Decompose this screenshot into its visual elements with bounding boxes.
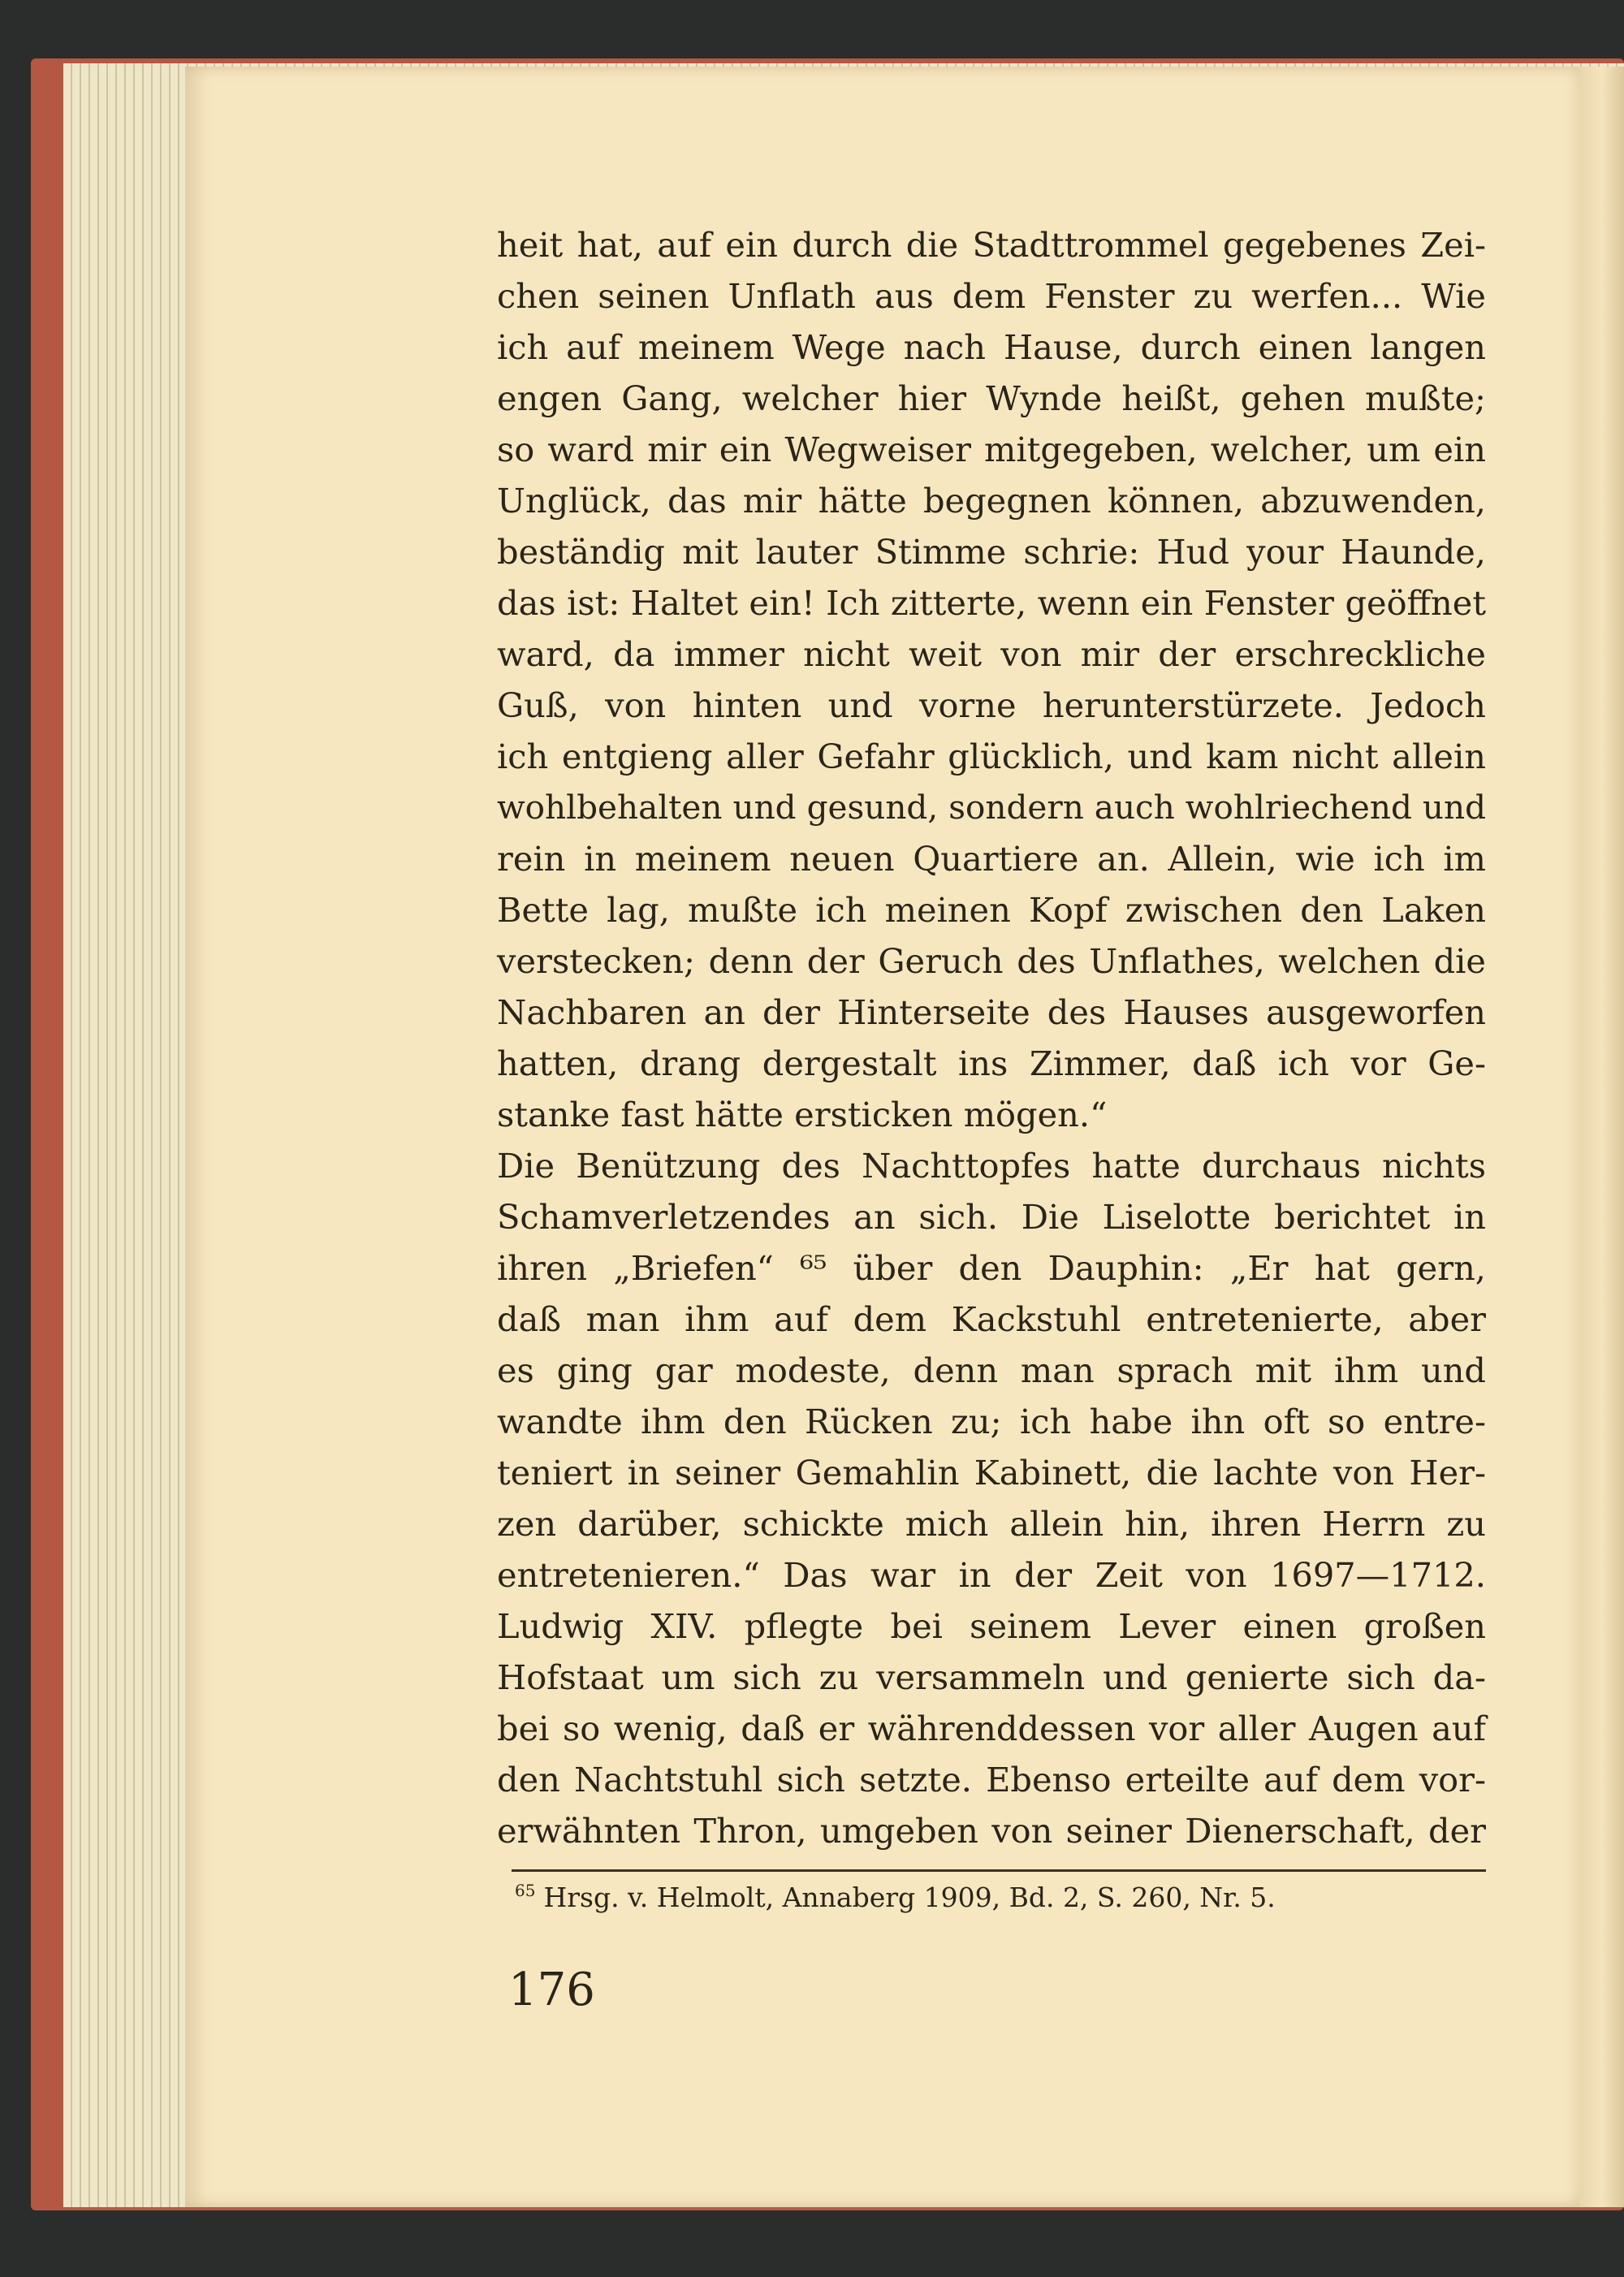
text-line: teniert in seiner Gemahlin Kabinett, die lachte von Her- — [497, 1453, 1486, 1493]
text-line: chen seinen Unflath aus dem Fenster zu werfen... Wie — [497, 276, 1486, 316]
text-line: bei so wenig, daß er währenddessen vor aller Augen auf — [497, 1709, 1486, 1748]
text-line: heit hat, auf ein durch die Stadttrommel gegebenes Zei- — [497, 225, 1486, 265]
text-line: engen Gang, welcher hier Wynde heißt, gehen mußte; — [497, 378, 1486, 418]
text-line: es ging gar modeste, denn man sprach mit ihm und — [497, 1350, 1486, 1390]
body-text — [497, 219, 1486, 1856]
text-line: wohlbehalten und gesund, sondern auch wohlriechend und — [497, 788, 1486, 827]
text-line: ich auf meinem Wege nach Hause, durch einen langen — [497, 327, 1486, 367]
text-line: den Nachtstuhl sich setzte. Ebenso erteilte auf dem vor- — [497, 1760, 1486, 1800]
text-line: Hofstaat um sich zu versammeln und genierte sich da- — [497, 1657, 1486, 1697]
text-line: entretenieren.“ Das war in der Zeit von 1697—1712. — [497, 1555, 1486, 1595]
footnote-text: Hrsg. v. Helmolt, Annaberg 1909, Bd. 2, S. 260, Nr. 5. — [543, 1882, 1276, 1913]
text-line: hatten, drang dergestalt ins Zimmer, daß ich vor Ge- — [497, 1043, 1486, 1083]
text-line: daß man ihm auf dem Kackstuhl entretenierte, aber — [497, 1299, 1486, 1339]
text-line: beständig mit lauter Stimme schrie: Hud your Haunde, — [497, 532, 1486, 572]
text-line: wandte ihm den Rücken zu; ich habe ihn oft so entre- — [497, 1402, 1486, 1441]
text-line: Unglück, das mir hätte begegnen können, abzuwenden, — [497, 481, 1486, 521]
text-line: Nachbaren an der Hinterseite des Hauses ausgeworfen — [497, 992, 1486, 1032]
text-line: Schamverletzendes an sich. Die Liselotte berichtet in — [497, 1197, 1486, 1237]
text-line: das ist: Haltet ein! Ich zitterte, wenn ein Fenster geöffnet — [497, 583, 1486, 623]
book-gutter — [1579, 67, 1624, 2207]
text-line: ich entgieng aller Gefahr glücklich, und kam nicht allein — [497, 737, 1486, 776]
footnote-divider — [512, 1869, 1486, 1872]
text-line: Die Benützung des Nachttopfes hatte durchaus nichts — [497, 1146, 1486, 1186]
text-line: Bette lag, mußte ich meinen Kopf zwischen den Laken — [497, 890, 1486, 930]
text-line: ward, da immer nicht weit von mir der erschreckliche — [497, 634, 1486, 674]
text-line: rein in meinem neuen Quartiere an. Allein, wie ich im — [497, 839, 1486, 879]
footnote — [515, 1881, 1276, 1913]
text-line: erwähnten Thron, umgeben von seiner Dienerschaft, der — [497, 1811, 1486, 1851]
footnote-marker: 65 — [515, 1881, 536, 1900]
text-line: Guß, von hinten und vorne herunterstürzete. Jedoch — [497, 685, 1486, 725]
text-line: zen darüber, schickte mich allein hin, ihren Herrn zu — [497, 1504, 1486, 1544]
text-line: ihren „Briefen“ ⁶⁵ über den Dauphin: „Er hat gern, — [497, 1248, 1486, 1288]
page-number: 176 — [508, 1964, 595, 2016]
text-line: so ward mir ein Wegweiser mitgegeben, welcher, um ein — [497, 430, 1486, 469]
text-line: Ludwig XIV. pflegte bei seinem Lever einen großen — [497, 1606, 1486, 1646]
text-line: stanke fast hätte ersticken mögen.“ — [497, 1095, 1108, 1134]
text-line: verstecken; denn der Geruch des Unflathes, welchen die — [497, 941, 1486, 981]
